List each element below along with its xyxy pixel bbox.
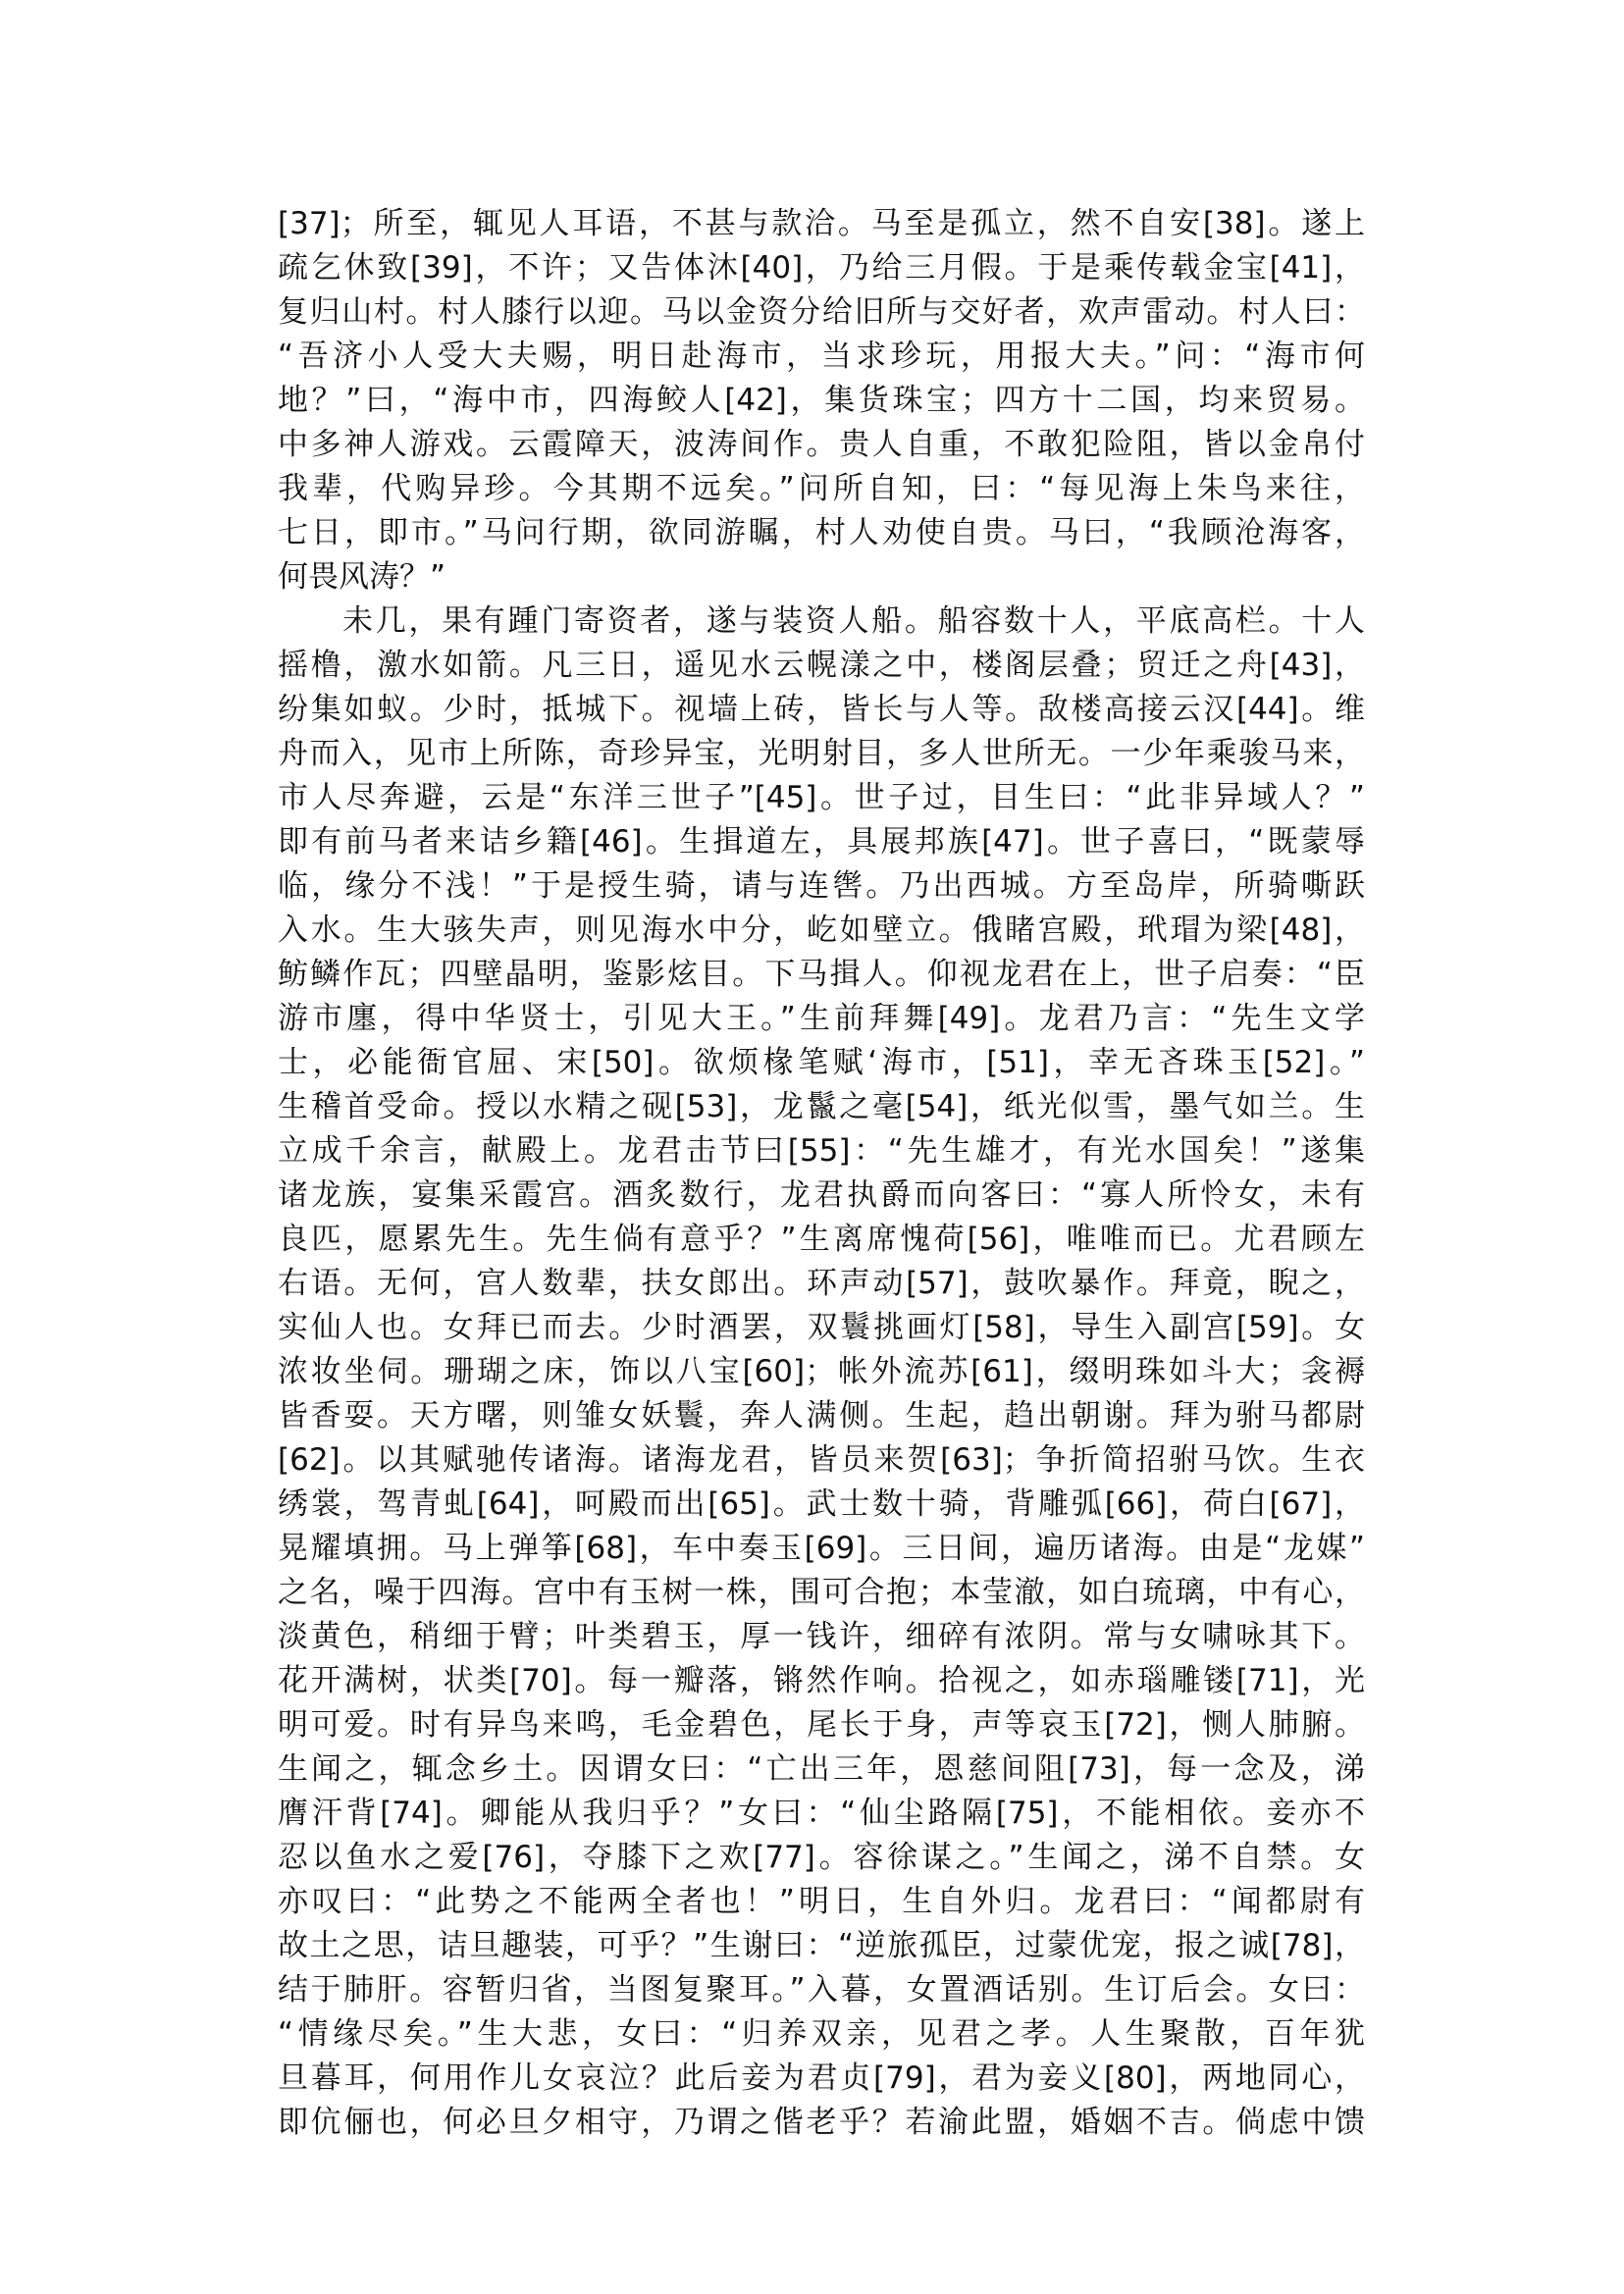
body-text — [278, 202, 1365, 2145]
text-line: 旦暮耳，何用作儿女哀泣？此后妾为君贞[79]，君为妾义[80]，两地同心， — [278, 2060, 1365, 2096]
text-line: 临，缘分不浅！”于是授生骑，请与连辔。乃出西城。方至岛岸，所骑嘶跃 — [278, 868, 1365, 904]
text-line: 纷集如蚁。少时，抵城下。视墙上砖，皆长与人等。敌楼高接云汉[44]。维 — [278, 692, 1365, 727]
text-line: 忍以鱼水之爱[76]，夺膝下之欢[77]。容徐谋之。”生闻之，涕不自禁。女 — [278, 1840, 1365, 1875]
text-line: 地？”曰，“海中市，四海鲛人[42]，集货珠宝；四方十二国，均来贸易。 — [278, 383, 1365, 418]
text-line: 右语。无何，宫人数辈，扶女郎出。环声动[57]，鼓吹暴作。拜竟，睨之， — [278, 1266, 1365, 1301]
text-line: 浓妆坐伺。珊瑚之床，饰以八宝[60]；帐外流苏[61]，缀明珠如斗大；衾褥 — [278, 1354, 1365, 1389]
text-line: 复归山村。村人膝行以迎。马以金资分给旧所与交好者，欢声雷动。村人曰： — [278, 294, 1365, 330]
text-line: 皆香耍。天方曙，则雏女妖鬟，奔人满侧。生起，趋出朝谢。拜为驸马都尉 — [278, 1398, 1365, 1434]
text-line: [37]；所至，辄见人耳语，不甚与款洽。马至是孤立，然不自安[38]。遂上 — [278, 206, 1365, 241]
text-line: 鲂鳞作瓦；四壁晶明，鉴影炫目。下马揖人。仰视龙君在上，世子启奏：“臣 — [278, 957, 1365, 992]
text-line: 摇橹，激水如箭。凡三日，遥见水云幌漾之中，楼阁层叠；贸迁之舟[43]， — [278, 648, 1365, 683]
text-line: 入水。生大骇失声，则见海水中分，屹如壁立。俄睹宫殿，玳瑁为梁[48]， — [278, 912, 1365, 948]
text-line: 良匹，愿累先生。先生倘有意乎？”生离席愧荷[56]，唯唯而已。尤君顾左 — [278, 1222, 1365, 1257]
text-line: 亦叹曰：“此势之不能两全者也！”明日，生自外归。龙君曰：“闻都尉有 — [278, 1884, 1365, 1919]
text-line: 之名，噪于四海。宫中有玉树一株，围可合抱；本莹澈，如白琉璃，中有心， — [278, 1575, 1365, 1610]
text-line: 疏乞休致[39]，不许；又告体沐[40]，乃给三月假。于是乘传载金宝[41]， — [278, 250, 1365, 286]
text-line: 七日，即市。”马问行期，欲同游瞩，村人劝使自贵。马曰，“我顾沧海客， — [278, 515, 1365, 550]
text-line: [62]。以其赋驰传诸海。诸海龙君，皆员来贺[63]；争折简招驸马饮。生衣 — [278, 1442, 1365, 1478]
paragraph-end-line: 何畏风涛？” — [278, 559, 446, 595]
text-line: 绣裳，驾青虬[64]，呵殿而出[65]。武士数十骑，背雕弧[66]，荷白[67]， — [278, 1486, 1365, 1522]
text-line: 结于肺肝。容暂归省，当图复聚耳。”入暮，女置酒话别。生订后会。女曰： — [278, 1972, 1365, 2007]
paragraph-start-line: 未几，果有踵门寄资者，遂与装资人船。船容数十人，平底高栏。十人 — [342, 603, 1365, 639]
text-line: “吾济小人受大夫赐，明日赴海市，当求珍玩，用报大夫。”问：“海市何 — [278, 339, 1365, 374]
text-line: 即有前马者来诘乡籍[46]。生揖道左，具展邦族[47]。世子喜曰，“既蒙辱 — [278, 824, 1365, 860]
text-line: 花开满树，状类[70]。每一瓣落，锵然作响。拾视之，如赤瑙雕镂[71]，光 — [278, 1663, 1365, 1698]
text-line: 中多神人游戏。云霞障天，波涛间作。贵人自重，不敢犯险阻，皆以金帛付 — [278, 427, 1365, 462]
text-line: 士，必能衙官屈、宋[50]。欲烦椽笔赋‘海市，[51]，幸无吝珠玉[52]。” — [278, 1045, 1365, 1080]
text-line: 游市廛，得中华贤士，引见大王。”生前拜舞[49]。龙君乃言：“先生文学 — [278, 1001, 1365, 1036]
text-line: 淡黄色，稍细于臂；叶类碧玉，厚一钱许，细碎有浓阴。常与女啸咏其下。 — [278, 1619, 1365, 1654]
text-line: 我辈，代购异珍。今其期不远矣。”问所自知，曰：“每见海上朱鸟来往， — [278, 471, 1365, 506]
text-line: 生稽首受命。授以水精之砚[53]，龙鬣之毫[54]，纸光似雪，墨气如兰。生 — [278, 1089, 1365, 1124]
text-line: 实仙人也。女拜已而去。少时酒罢，双鬟挑画灯[58]，导生入副宫[59]。女 — [278, 1310, 1365, 1345]
text-line: 立成千余言，献殿上。龙君击节曰[55]：“先生雄才，有光水国矣！”遂集 — [278, 1133, 1365, 1169]
text-line: “情缘尽矣。”生大悲，女曰：“归养双亲，见君之孝。人生聚散，百年犹 — [278, 2016, 1365, 2052]
text-line: 明可爱。时有异鸟来鸣，毛金碧色，尾长于身，声等哀玉[72]，恻人肺腑。 — [278, 1707, 1365, 1743]
text-line: 膺汗背[74]。卿能从我归乎？”女曰：“仙尘路隔[75]，不能相依。妾亦不 — [278, 1796, 1365, 1831]
text-line: 舟而入，见市上所陈，奇珍异宝，光明射目，多人世所无。一少年乘骏马来， — [278, 736, 1365, 771]
text-line: 生闻之，辄念乡土。因谓女曰：“亡出三年，恩慈间阻[73]，每一念及，涕 — [278, 1751, 1365, 1787]
text-line: 诸龙族，宴集采霞宫。酒炙数行，龙君执爵而向客曰：“寡人所怜女，未有 — [278, 1177, 1365, 1213]
text-line: 晃耀填拥。马上弹筝[68]，车中奏玉[69]。三日间，遍历诸海。由是“龙媒” — [278, 1531, 1365, 1566]
text-line: 市人尽奔避，云是“东洋三世子”[45]。世子过，目生曰：“此非异域人？” — [278, 780, 1365, 815]
text-line: 故土之思，诘旦趣装，可乎？”生谢曰：“逆旅孤臣，过蒙优宠，报之诚[78]， — [278, 1928, 1365, 1963]
text-line: 即伉俪也，何必旦夕相守，乃谓之偕老乎？若渝此盟，婚姻不吉。倘虑中馈 — [278, 2105, 1365, 2140]
